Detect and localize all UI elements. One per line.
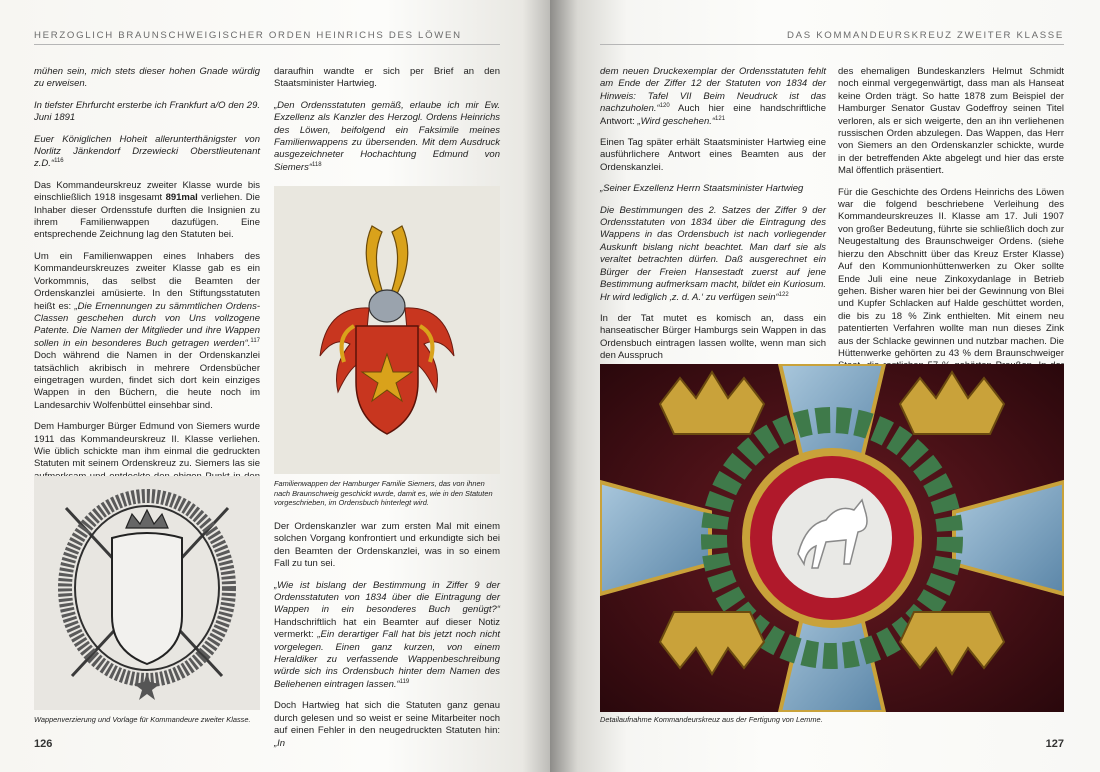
paragraph: Einen Tag später erhält Staatsminister Hartwieg eine ausführlichere Antwort eines Beamten aus der Ordenskanzlei. [600, 137, 826, 173]
quote-text: Die Bestimmungen des 2. Satzes der Ziffer 9 der Ordensstatuten von 1834 über die Eintragung des Wappens in das Ordensbuch ist nach vorliegender Auskunft bislang nicht beachtet. Man darf sie als veraltet betrachten dürfen. Daß ausgerechnet ein Bürger der Freien Hansestadt zuerst auf jene Bestimmung aufmerksam macht, bildet ein Kuriosum. Hr wird lediglich ‚z. d. A.‘ zu verfügen sein“ [600, 204, 826, 303]
quote-text: dem neuen Druckexemplar der Ordensstatuten fehlt am Ende der Ziffer 12 der Statuten von 1834 der Hinweis: Tafel VII Beim Neudruck ist das nachzuholen.“ [600, 66, 826, 115]
paragraph [600, 66, 826, 128]
coat-of-arms-image [274, 186, 500, 474]
bold-count: 891mal [165, 192, 198, 204]
left-page-column-2-top [274, 66, 500, 183]
paragraph: Der Ordenskanzler war zum ersten Mal mit einem solchen Vorgang konfrontiert und erkundigte sich bei den Beamten der Ordenskanzlei, was in so einem Fall zu tun sei. [274, 521, 500, 570]
left-page-column-2-bottom [274, 521, 500, 759]
text: verliehen. Die Inhaber dieser Ordensstufe durften die Insignien zu ihrem Familienwappen dazufügen. Eine entsprechende Zeichnung lag den Statuten bei. [34, 192, 260, 241]
paragraph: „Seiner Exzellenz Herrn Staatsminister Hartwieg [600, 183, 804, 195]
text: Handschriftlich hat ein Beamter auf dieser Notiz vermerkt: [274, 616, 500, 641]
text: Um ein Familienwappen eines Inhabers des Kommandeurskreuzes zweiter Klasse gab es ein Vorkommnis, das selbst die Beamten der Ordenskanzlei amüsierte. In den Stiftungsstatuten heißt es: [34, 250, 260, 312]
right-page-column-1 [600, 66, 826, 372]
right-page-column-2 [838, 66, 1064, 394]
paragraph [274, 700, 500, 750]
footnote-ref: 122 [778, 291, 789, 298]
quote-text: „Die Ernennungen zu sämmtlichen Ordens-Classen geschehen durch von Uns vollzogene Patente. Die Namen der Mitglieder und ihre Wappen sollen in ein besonderes Buch getragen werden“. [34, 300, 260, 349]
paragraph: des ehemaligen Bundeskanzlers Helmut Schmidt noch einmal vergegenwärtigt, dass man als Hanseat keine Orden trägt. So hatte 1878 zum Beispiel der Hamburger Senator Gustav Godeffroy seinen Titel verloren, als er sich weigerte, den an ihn verliehenen russischen Orden abzulegen. Das Wappen, das Herr von Siemers an den Ordenskanzler schickte, wurde in der betreffenden Akte abgelegt und hier das erste Mal öffentlich präsentiert. [838, 66, 1064, 177]
text: Doch während die Namen in der Ordenskanzlei tatsächlich akribisch in mehrere Ordensbücher eingetragen wurden, findet sich dort kein einziges Wappen in den Büchern, die heute noch im Landesarchiv Wolfenbüttel einsehbar sind. [34, 350, 260, 411]
running-head-left: HERZOGLICH BRAUNSCHWEIGISCHER ORDEN HEINRICHS DES LÖWEN [34, 30, 462, 41]
commander-cross-photo [600, 364, 1064, 712]
paragraph [34, 180, 260, 242]
paragraph: Dem Hamburger Bürger Edmund von Siemers wurde 1911 das Kommandeurskreuz II. Klasse verliehen. Wie üblich schickte man ihm einmal die gedruckten Statuten mit seinem Ordenskreuz zu. Siemers las sie [34, 421, 260, 470]
quote-text: „Wie ist bislang der Bestimmung in Ziffer 9 der Ordensstatuten von 1834 über die Eintragung der Wappen in ein besonderes Buch genügt?“ [274, 579, 500, 616]
wreath-drawing-image [34, 476, 260, 710]
footnote-ref: 116 [54, 158, 64, 165]
page-number-right: 127 [1045, 738, 1064, 750]
quote-text: „Wird geschehen.“ [637, 115, 716, 127]
paragraph [600, 205, 826, 304]
paragraph [34, 251, 260, 412]
footnote-ref: 121 [715, 115, 726, 122]
quote-text: „In [274, 737, 286, 749]
right-page [550, 0, 1100, 772]
siemers-coat-of-arms-figure [274, 186, 500, 474]
footnote-ref: 118 [312, 161, 322, 168]
quote-text: „Den Ordensstatuten gemäß, erlaube ich mir Ew. Exzellenz als Kanzler des Herzogl. Ordens Heinrichs des Löwen, beifolgend ein Faksimile meines Familienwappens zu übersenden. Mit dem Ausdruck ausgezeichneter Hochachtung Edmund von Siemers“ [274, 99, 500, 173]
paragraph: Für die Geschichte des Ordens Heinrichs des Löwen war die folgend beschriebene Verleihung des Kommandeurskreuzes II. Klasse am 17. Juli 1907 von großer Bedeutung, führte sie schließlich doch zur Neugestaltung des Braunschweiger Ordens. (siehe hierzu den Abschnitt über das Kreuz Erster Klasse) Auf den Kommunionhüttenwerken zu Oker sollte Ende Juli eine neue Zinkoxydanlage in Betrieb gehen. Bisher waren hier bei der Gewinnung von Blei und Kupfer Schlacken auf Halde geschüttet worden, die bis zu 18 % Zink enthielten. Mit einem neu patentierten Verfahren wollte man nun dieses Zink aus der Schlacke gewinnen und nutzbar machen. Die Hüttenwerke gehörten zu 43 % dem Braunschweiger [838, 186, 1064, 359]
footnote-ref: 120 [659, 103, 670, 110]
paragraph: In der Tat mutet es komisch an, dass ein hanseatischer Bürger Hamburgs sein Wappen in das Ordensbuch eintragen lassen wollte, wenn man sich den Ausspruch [600, 312, 826, 362]
header-rule-right [600, 44, 1064, 45]
paragraph [34, 134, 260, 171]
text: Doch Hartwieg hat sich die Statuten ganz genau durch gelesen und so weist er seine Mitarbeiter noch auf einen Fehler in den neugedruckten Statuten hin: [274, 700, 500, 737]
quote-text: Euer Königlichen Hoheit allerunterthänigster von Norlitz Jänkendorf Drzewiecki Oberstlieutenant z.D.“ [34, 133, 260, 170]
paragraph [274, 100, 500, 174]
figure-caption-wreath: Wappenverzierung und Vorlage für Kommandeure zweiter Klasse. [34, 715, 251, 724]
text: Das Kommandeurskreuz zweiter Klasse wurde bis einschließlich 1918 insgesamt [34, 179, 260, 204]
paragraph: daraufhin wandte er sich per Brief an den Staatsminister Hartwieg. [274, 66, 500, 90]
paragraph [274, 580, 500, 692]
running-head-right: DAS KOMMANDEURSKREUZ ZWEITER KLASSE [787, 30, 1064, 41]
left-page-column-1 [34, 66, 260, 505]
figure-caption-siemers: Familienwappen der Hamburger Familie Siemers, das von ihnen nach Braunschweig geschickt wurde, damit es, wie in den Statuten vorgeschrieben, im Ordensbuch hinterlegt wird. [274, 479, 493, 508]
paragraph: mühen sein, mich stets dieser hohen Gnade würdig zu erweisen. [34, 66, 260, 90]
header-rule-left [34, 44, 500, 45]
wreath-drawing-figure [34, 476, 260, 710]
text: Auch hier eine handschriftliche Antwort: [600, 103, 826, 127]
page-number-left: 126 [34, 738, 53, 750]
footnote-ref: 119 [399, 678, 410, 685]
commander-cross-photo-figure [600, 364, 1064, 712]
paragraph: In tiefster Ehrfurcht ersterbe ich Frankfurt a/O den 29. Juni 1891 [34, 99, 260, 124]
figure-caption-cross: Detailaufnahme Kommandeurskreuz aus der Fertigung von Lemme. [600, 715, 823, 724]
quote-text: „Ein derartiger Fall hat bis jetzt noch nicht vorgelegen. Einen ganz kurzen, von einem Heraldiker zu verfassende Wappenbeschreibung würde sich ins Ordensbuch hinter dem Namen des Beliehenen eintragen lassen.“ [274, 629, 500, 690]
footnote-ref: 117 [250, 337, 260, 344]
